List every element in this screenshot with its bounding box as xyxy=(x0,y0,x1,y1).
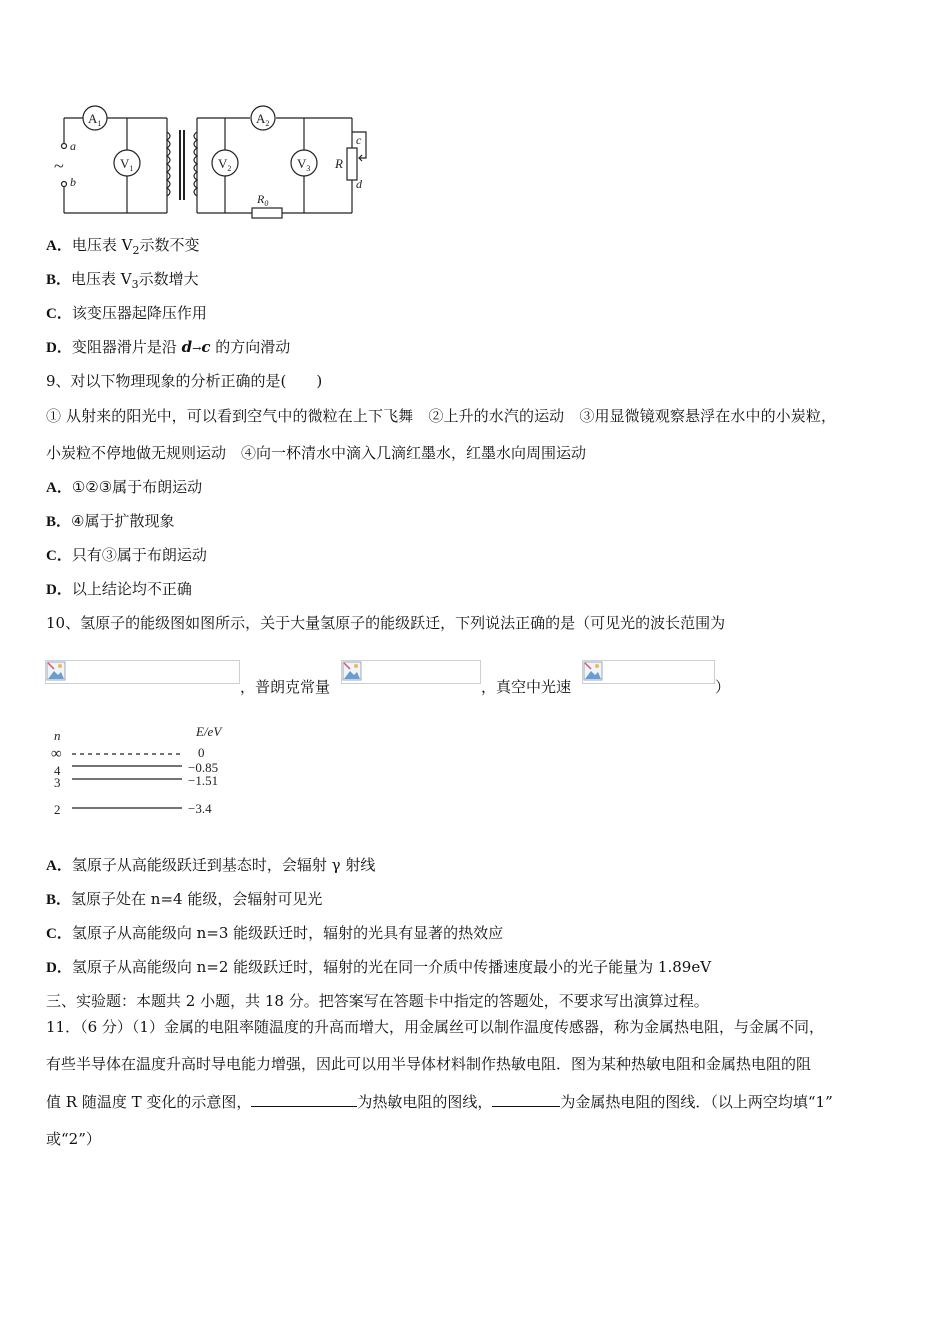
terminal-d-label: d xyxy=(356,177,362,191)
section3-heading: 三、实验题：本题共 2 小题，共 18 分。把答案写在答题卡中指定的答题处，不要求写出演算过程。 xyxy=(46,992,709,1010)
a2-label: $A_2$ xyxy=(256,111,270,128)
r-label: R xyxy=(335,156,343,171)
level-n-4: 4 xyxy=(54,763,61,778)
q11-line1: 11．（6 分）（1）金属的电阻率随温度的升高而增大，用金属丝可以制作温度传感器，称为金属热电阻，与金属不同， xyxy=(46,1018,824,1036)
q10-stem-end: ） xyxy=(715,678,731,696)
energy-level-diagram xyxy=(48,720,248,825)
q8-option-b: B．电压表 $V_3$示数增大 xyxy=(46,270,199,291)
broken-image-placeholder-1 xyxy=(45,660,240,684)
q8-option-a: A．电压表 $V_2$示数不变 xyxy=(46,236,200,257)
terminal-b-label: b xyxy=(70,175,76,189)
a1-label: $A_1$ xyxy=(88,111,102,128)
q8-option-d: D．变阻器滑片是沿 d→c 的方向滑动 xyxy=(46,338,291,356)
q10-option-c: C．氢原子从高能级向 n=3 能级跃迁时，辐射的光具有显著的热效应 xyxy=(46,924,504,942)
q9-statement-line1: ① 从射来的阳光中，可以看到空气中的微粒在上下飞舞 ②上升的水汽的运动 ③用显微镜观察悬浮在水中的小炭粒， xyxy=(46,407,837,425)
terminal-a-label: a xyxy=(70,139,76,153)
q8-option-c: C．该变压器起降压作用 xyxy=(46,304,207,322)
q10-lightspeed-label: ，真空中光速 xyxy=(481,678,572,696)
q9-option-a: A．①②③属于布朗运动 xyxy=(46,478,203,496)
energy-axis-label: E/eV xyxy=(196,724,222,739)
level-e-4: −0.85 xyxy=(188,760,219,775)
q10-planck-label: ，普朗克常量 xyxy=(240,678,331,696)
level-e-2: −3.4 xyxy=(188,801,212,816)
q9-option-b: B．④属于扩散现象 xyxy=(46,512,175,530)
level-e-3: −1.51 xyxy=(188,773,219,788)
q11-line4: 或“2”） xyxy=(46,1130,101,1148)
q9-option-d: D．以上结论均不正确 xyxy=(46,580,192,598)
q10-option-b: B．氢原子处在 n=4 能级，会辐射可见光 xyxy=(46,890,323,908)
level-e-inf: 0 xyxy=(198,745,205,760)
q11-line2: 有些半导体在温度升高时导电能力增强，因此可以用半导体材料制作热敏电阻．图为某种热敏电阻和金属热电阻的阻 xyxy=(46,1055,812,1073)
answer-blank-2[interactable] xyxy=(492,1092,560,1107)
ac-source-icon: ~ xyxy=(54,156,64,176)
v1-label: $V_1$ xyxy=(120,156,134,173)
q9-option-c: C．只有③属于布朗运动 xyxy=(46,546,207,564)
answer-blank-1[interactable] xyxy=(251,1092,357,1107)
broken-image-placeholder-3 xyxy=(582,660,715,684)
level-n-3: 3 xyxy=(54,775,61,790)
broken-image-icon xyxy=(583,661,603,681)
level-n-2: 2 xyxy=(54,802,61,817)
broken-image-placeholder-2 xyxy=(341,660,481,684)
q10-option-d: D．氢原子从高能级向 n=2 能级跃迁时，辐射的光在同一介质中传播速度最小的光子能量为 1.89eV xyxy=(46,958,712,976)
terminal-c-label: c xyxy=(356,133,362,147)
n-axis-label: n xyxy=(54,728,61,743)
v2-label: $V_2$ xyxy=(218,156,232,173)
q9-statement-line2: 小炭粒不停地做无规则运动 ④向一杯清水中滴入几滴红墨水，红墨水向周围运动 xyxy=(46,444,587,462)
q11-line3: 值 R 随温度 T 变化的示意图， 为热敏电阻的图线， 为金属热电阻的图线．（以上两空均填“1” xyxy=(46,1093,833,1111)
level-n-inf: ∞ xyxy=(51,746,62,762)
broken-image-icon xyxy=(342,661,362,681)
circuit-diagram xyxy=(50,100,380,225)
q10-option-a: A．氢原子从高能级跃迁到基态时，会辐射 γ 射线 xyxy=(46,856,376,874)
r0-label: $R_0$ xyxy=(257,192,269,208)
v3-label: $V_3$ xyxy=(297,156,311,173)
broken-image-icon xyxy=(46,661,66,681)
q10-stem: 10、氢原子的能级图如图所示，关于大量氢原子的能级跃迁，下列说法正确的是（可见光的波长范围为 xyxy=(46,614,726,632)
q9-stem: 9、对以下物理现象的分析正确的是( ) xyxy=(46,372,323,390)
